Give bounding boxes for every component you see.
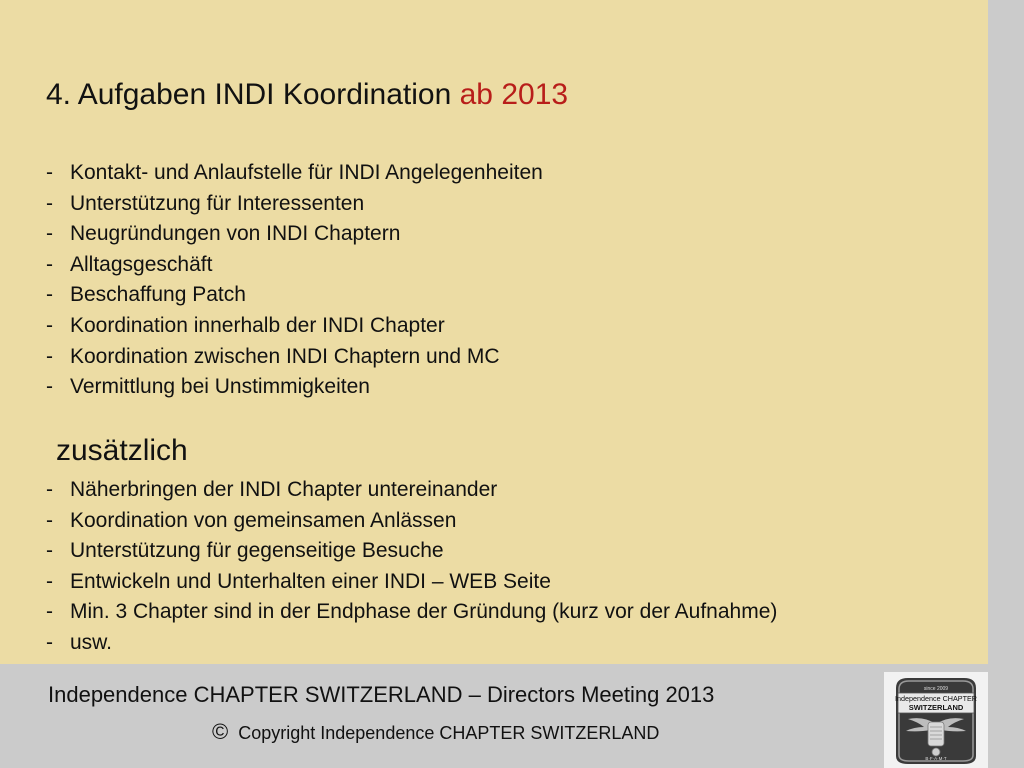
list-dash: - bbox=[46, 600, 53, 624]
list-dash: - bbox=[46, 191, 53, 215]
list-item-text: usw. bbox=[70, 630, 113, 654]
list-item bbox=[46, 597, 777, 628]
list-item bbox=[46, 311, 543, 342]
svg-text:Independence CHAPTER: Independence CHAPTER bbox=[895, 694, 977, 703]
list-dash: - bbox=[46, 539, 53, 563]
list-dash: - bbox=[46, 344, 53, 368]
footer-copyright bbox=[212, 719, 659, 745]
chapter-logo bbox=[884, 672, 988, 768]
slide-title bbox=[46, 78, 568, 112]
list-item bbox=[46, 536, 777, 567]
list-item-text: Näherbringen der INDI Chapter untereinander bbox=[70, 478, 498, 501]
list-item-text: Koordination innerhalb der INDI Chapter bbox=[70, 313, 445, 337]
list-dash: - bbox=[46, 630, 53, 654]
footer-title: Independence CHAPTER SWITZERLAND – Directors Meeting 2013 bbox=[48, 682, 715, 707]
list-item-text: Beschaffung Patch bbox=[70, 283, 246, 307]
list-item-text: Koordination von gemeinsamen Anlässen bbox=[70, 508, 457, 532]
list-item-text: Kontakt- und Anlaufstelle für INDI Angelegenheiten bbox=[70, 161, 543, 184]
task-list bbox=[46, 158, 543, 403]
eagle-engine-badge-icon bbox=[884, 672, 988, 768]
list-dash: - bbox=[46, 508, 53, 532]
svg-text:SWITZERLAND: SWITZERLAND bbox=[908, 703, 964, 712]
svg-text:B·F·A·M·T: B·F·A·M·T bbox=[925, 756, 947, 761]
list-item bbox=[46, 628, 777, 659]
list-item-text: Koordination zwischen INDI Chaptern und MC bbox=[70, 344, 500, 368]
copyright-symbol: © bbox=[212, 719, 229, 744]
list-item bbox=[46, 280, 543, 311]
copyright-text: Copyright Independence CHAPTER SWITZERLAND bbox=[238, 723, 660, 743]
list-dash: - bbox=[46, 478, 53, 501]
additional-task-list bbox=[46, 475, 777, 659]
title-text: 4. Aufgaben INDI Koordination bbox=[46, 78, 452, 111]
list-item-text: Alltagsgeschäft bbox=[70, 252, 213, 276]
list-item bbox=[46, 250, 543, 281]
list-item-text: Neugründungen von INDI Chaptern bbox=[70, 222, 401, 246]
list-item bbox=[46, 189, 543, 220]
list-item-text: Min. 3 Chapter sind in der Endphase der Gründung (kurz vor der Aufnahme) bbox=[70, 600, 778, 624]
title-accent: ab 2013 bbox=[459, 78, 569, 111]
list-dash: - bbox=[46, 375, 53, 399]
list-dash: - bbox=[46, 313, 53, 337]
additional-heading: zusätzlich bbox=[56, 434, 188, 467]
list-dash: - bbox=[46, 283, 53, 307]
list-item bbox=[46, 372, 543, 403]
list-item bbox=[46, 506, 777, 537]
list-item bbox=[46, 475, 777, 506]
list-item bbox=[46, 158, 543, 189]
list-item-text: Entwickeln und Unterhalten einer INDI – WEB Seite bbox=[70, 569, 551, 593]
slide-footer bbox=[0, 664, 1024, 768]
list-dash: - bbox=[46, 161, 53, 184]
list-item-text: Vermittlung bei Unstimmigkeiten bbox=[70, 375, 370, 399]
list-item-text: Unterstützung für gegenseitige Besuche bbox=[70, 539, 444, 563]
right-sidebar-strip bbox=[988, 0, 1024, 768]
list-dash: - bbox=[46, 252, 53, 276]
list-item bbox=[46, 342, 543, 373]
list-item bbox=[46, 567, 777, 598]
list-dash: - bbox=[46, 569, 53, 593]
list-item-text: Unterstützung für Interessenten bbox=[70, 191, 365, 215]
svg-text:since 2009: since 2009 bbox=[923, 686, 949, 692]
list-dash: - bbox=[46, 222, 53, 246]
list-item bbox=[46, 219, 543, 250]
